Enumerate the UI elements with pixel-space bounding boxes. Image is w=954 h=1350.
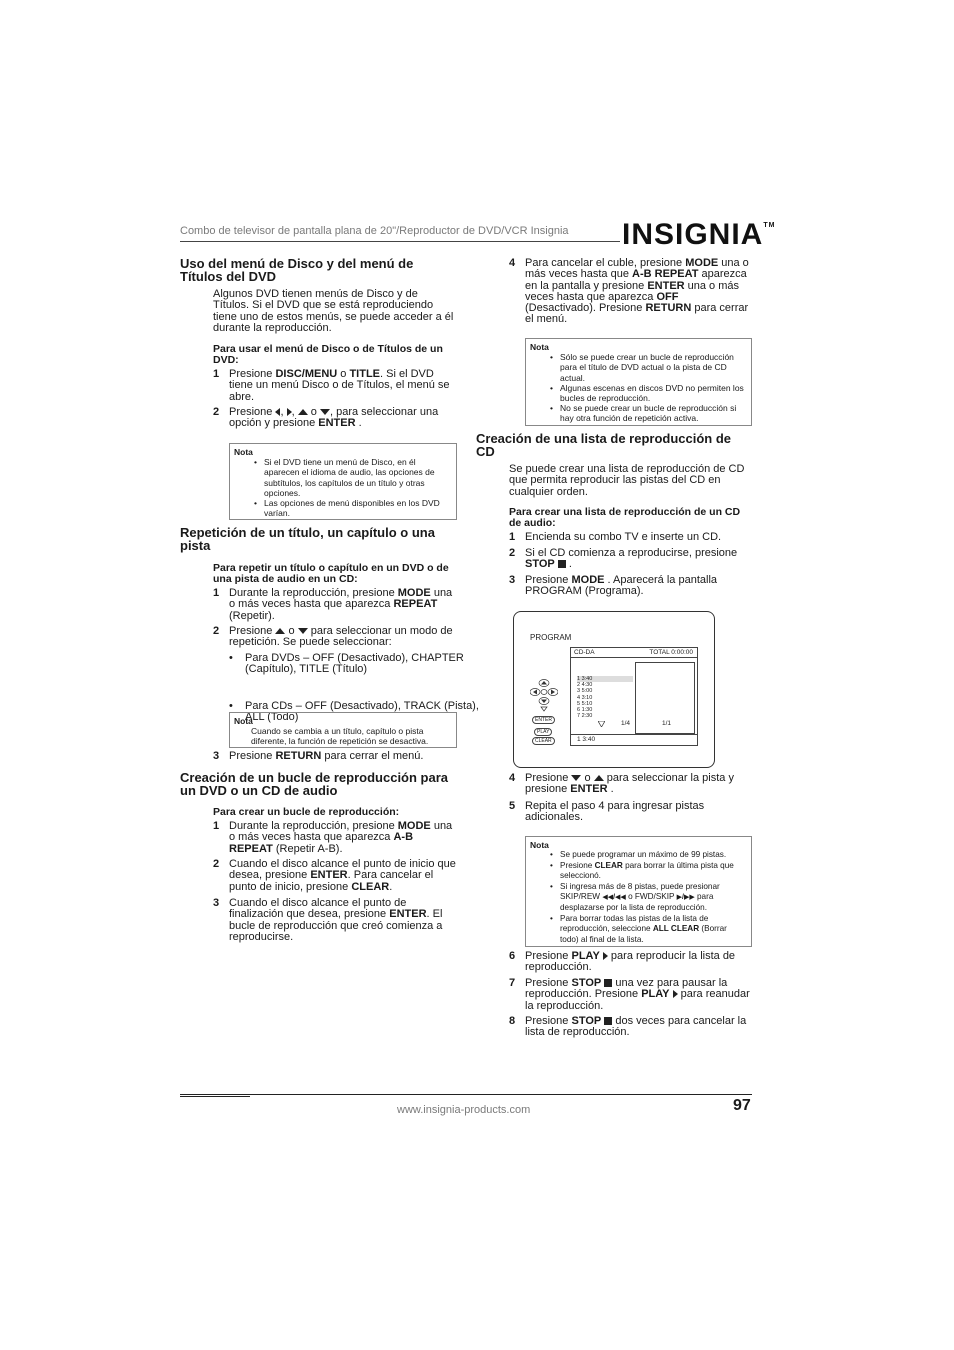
down-arrow-icon [571,775,581,781]
playlist-step-7: 7 Presione STOP una vez para pausar la reproducción. Presione PLAY para reanudar la reproducción. [509,977,750,1012]
header-rule [180,241,620,242]
section-repeat-title: Repetición de un título, un capítulo o una pista [180,525,435,553]
loop-subheading: Para crear un bucle de reproducción: [213,806,400,818]
note-label: Nota [530,342,549,352]
repeat-bullet-dvd: • Para DVDs – OFF (Desactivado), CHAPTER (Capítulo), TITLE (Título) [213,653,488,676]
repeat-step-3: 3 Presione RETURN para cerrar el menú. [213,750,424,762]
repeat-step-2: 2 Presione o para seleccionar un modo de repetición. Se puede seleccionar: [213,625,453,649]
page-indicator-left: 1/4 [621,720,631,727]
skip-rew-icon: ◀◀/◀◀ [602,894,626,902]
track-row: 4 3:10 [577,694,593,701]
track-row: 5 5:10 [577,700,593,707]
section-playlist-title: Creación de una lista de reproducción de CD [476,431,732,459]
page-indicator-right: 1/1 [662,720,672,727]
playlist-step-6: 6 Presione PLAY para reproducir la lista de reproducción. [509,950,736,974]
footer-url: www.insignia-products.com [397,1104,531,1116]
section-loop-title: Creación de un bucle de reproducción para un DVD o un CD de audio [180,770,449,798]
note-item: • Se puede programar un máximo de 99 pistas. [530,850,747,860]
direction-pad-icon [530,678,558,712]
loop-step-3: 3 Cuando el disco alcance el punto de finalización que desea, presione ENTER. El bucle de reproducción que creó comienza a reproducirse. [213,897,443,943]
playlist-step-2: 2 Si el CD comienza a reproducirse, presione STOP . [509,547,738,571]
loop-step-2: 2 Cuando el disco alcance el punto de inicio que desea, presione ENTER. Para cancelar el punto de inicio, presione CLEAR. [213,858,456,893]
brand-logo: INSIGNIA™ [622,218,776,251]
playlist-step-4: 4 Presione o para seleccionar la pista y presione ENTER . [509,772,734,796]
disc-menu-step-2: 2 Presione , , o , para seleccionar una opción y presione ENTER . [213,406,439,430]
note-item: • Algunas escenas en discos DVD no permiten los bucles de reproducción. [530,383,747,403]
program-screen-illustration [513,611,715,768]
play-button-illustration: PLAY [534,728,552,736]
clear-button-illustration: CLEAR [532,737,555,745]
note-item: • Presione CLEAR para borrar la última pista que seleccionó. [530,861,747,882]
section-disc-menu-intro: Algunos DVD tienen menús de Disco y de Títulos. Si el DVD que se está reproduciendo tiene uno de estos menús, se puede acceder a él durante la reproducción. [213,288,454,334]
disc-menu-step-1: 1 Presione DISC/MENU o TITLE. Si el DVD tiene un menú Disco o de Títulos, el menú se abre. [213,368,450,403]
note-box-loop [525,338,752,426]
playlist-step-8: 8 Presione STOP dos veces para cancelar la lista de reproducción. [509,1015,747,1039]
stop-icon [558,560,566,568]
up-arrow-icon [275,628,285,634]
disc-menu-subheading: Para usar el menú de Disco o de Títulos de un DVD: [213,343,443,366]
track-list [577,676,633,719]
note-box-disc-menu [229,443,457,520]
repeat-subheading: Para repetir un título o capítulo en un DVD o de una pista de audio en un CD: [213,562,449,585]
note-item: • Si ingresa más de 8 pistas, puede presionar SKIP/REW ◀◀/◀◀ o FWD/SKIP ▶/▶▶ para desplazarse por la lista de reproducción. [530,882,747,914]
footer-rule [180,1094,752,1095]
note-text: Cuando se cambia a un título, capítulo o pista diferente, la función de repetición se desactiva. [251,726,429,747]
note-item: • Las opciones de menú disponibles en los DVD varían. [234,498,452,518]
note-box-playlist [525,836,752,947]
loop-step-4: 4 Para cancelar el cuble, presione MODE una o más veces hasta que A-B REPEAT aparezca en la pantalla y presione ENTER una o más veces hasta que aparezca OFF (Desactivado). Presione RETURN para cerrar el menú. [509,257,749,326]
loop-step-1: 1 Durante la reproducción, presione MODE una o más veces hasta que aparezca A-B REPEAT (Repetir A-B). [213,820,453,855]
note-item: • No se puede crear un bucle de reproducción si hay otra función de repetición activa. [530,403,747,423]
track-row: 1 3:40 [577,676,633,682]
playlist-step-3: 3 Presione MODE . Aparecerá la pantalla PROGRAM (Programa). [509,574,718,598]
track-row: 3 5:00 [577,688,593,695]
track-row: 2 4:30 [577,682,593,689]
track-row: 6 1:30 [577,707,593,714]
repeat-bullet-cd: • Para CDs – OFF (Desactivado), TRACK (Pista), ALL (Todo) [213,701,488,724]
down-arrow-icon [320,409,330,415]
up-arrow-icon [594,775,604,781]
note-item: • Para borrar todas las pistas de la lista de reproducción, seleccione ALL CLEAR (Borrar todo) al final de la lista. [530,914,747,945]
program-screen-title: PROGRAM [530,633,572,642]
note-box-repeat [229,712,457,748]
program-panel [570,647,698,746]
page-number: 97 [733,1097,751,1114]
playlist-subheading: Para crear una lista de reproducción de un CD de audio: [509,506,741,529]
program-selection-box [635,662,695,734]
total-time-label: TOTAL 0:00:00 [649,649,693,656]
repeat-step-1: 1 Durante la reproducción, presione MODE una o más veces hasta que aparezca REPEAT (Repetir). [213,587,453,622]
track-row: 7 2:30 [577,713,593,720]
playlist-step-1: 1 Encienda su combo TV e inserte un CD. [509,531,722,543]
playlist-step-5: 5 Repita el paso 4 para ingresar pistas adicionales. [509,800,705,824]
down-arrow-icon [298,628,308,634]
note-item: • Sólo se puede crear un bucle de reproducción para el título de DVD actual o la pista de CD actual. [530,352,747,383]
playlist-intro: Se puede crear una lista de reproducción de CD que permita reproducir las pistas del CD en cualquier orden. [509,463,745,498]
scroll-down-icon [598,721,605,729]
fwd-skip-icon: ▶/▶▶ [676,894,695,902]
note-item: • Si el DVD tiene un menú de Disco, en él aparecen el idioma de audio, las opciones de subtítulos, los capítulos de un título y otras opciones. [234,457,452,498]
enter-button-illustration: ENTER [532,716,555,724]
section-disc-menu-title: Uso del menú de Disco y del menú de Títulos del DVD [180,256,414,284]
footer-rule-accent [180,1096,250,1097]
disc-type-label: CD-DA [574,649,595,656]
note-label: Nota [234,716,253,726]
note-label: Nota [530,840,549,850]
up-arrow-icon [298,409,308,415]
selected-track-label: 1 3:40 [577,736,596,743]
note-label: Nota [234,447,253,457]
running-header: Combo de televisor de pantalla plana de 20"/Reproductor de DVD/VCR Insignia [180,225,569,237]
